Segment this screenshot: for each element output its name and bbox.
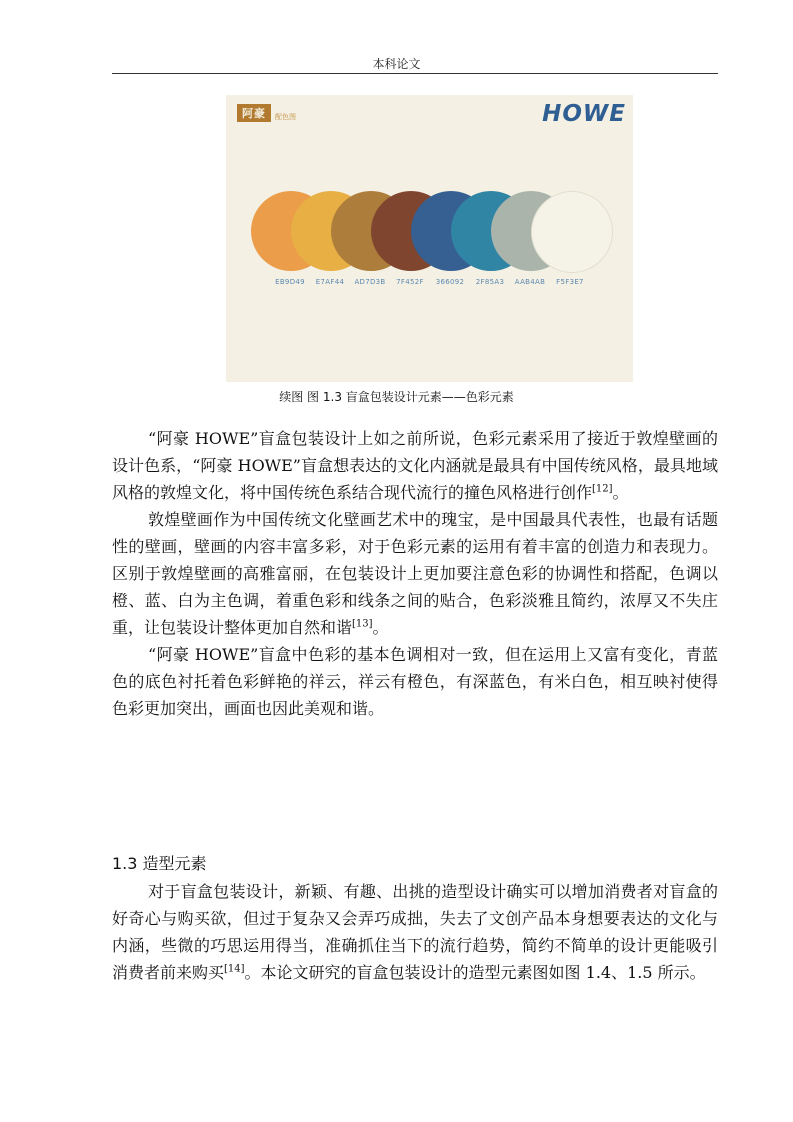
swatch-hex-label: AD7D3B [354,278,386,286]
section-heading: 1.3 造型元素 [112,854,207,873]
logo-subtitle: 配色图 [275,113,296,121]
paragraph-4: 对于盲盒包装设计，新颖、有趣、出挑的造型设计确实可以增加消费者对盲盒的好奇心与购买欲，但过于复杂又会弄巧成拙，失去了文创产品本身想要表达的文化与内涵，些微的巧思运用得当，准确抓住当下的流行趋势，简约不简单的设计更能吸引消费者前来购买[14]。本论文研究的盲盒包装设计的造型元素图如图 1.4、1.5 所示。 [112,882,718,982]
brand-wordmark: HOWE [542,101,626,127]
citation-ref: [14] [224,963,245,975]
swatch-hex-label: 2F85A3 [475,278,505,286]
swatch-hex-label: EB9D49 [275,278,305,286]
citation-ref: [13] [352,618,373,630]
paragraph-3: “阿豪 HOWE”盲盒中色彩的基本色调相对一致，但在运用上又富有变化，青蓝色的底色衬托着色彩鲜艳的祥云，祥云有橙色，有深蓝色，有米白色，相互映衬使得色彩更加突出，画面也因此美观和谐。 [112,645,718,718]
color-swatch [531,191,613,273]
swatch-hex-label: E7AF44 [315,278,345,286]
page-header-title: 本科论文 [372,57,421,71]
paragraph-1: “阿豪 HOWE”盲盒包装设计上如之前所说，色彩元素采用了接近于敦煌壁画的设计色系，“阿豪 HOWE”盲盒想表达的文化内涵就是最具有中国传统风格，最具地域风格的敦煌文化，将中国传统色系结合现代流行的撞色风格进行创作[12]。 [112,429,718,502]
logo-mark: 阿豪 [237,104,271,122]
section-body [112,878,718,986]
swatch-hex-label: 7F452F [396,278,424,286]
swatch-hex-label: F5F3E7 [556,278,584,286]
paragraph-2: 敦煌壁画作为中国传统文化壁画艺术中的瑰宝，是中国最具代表性，也最有话题性的壁画，壁画的内容丰富多彩，对于色彩元素的运用有着丰富的创造力和表现力。区别于敦煌壁画的高雅富丽，在包装设计上更加要注意色彩的协调性和搭配，色调以橙、蓝、白为主色调，着重色彩和线条之间的贴合，色彩淡雅且简约，浓厚又不失庄重，让包装设计整体更加自然和谐[13]。 [112,510,718,637]
color-palette-figure [226,95,633,382]
swatch-hex-label: AAB4AB [514,278,546,286]
citation-ref: [12] [592,483,613,495]
palette-swatches [226,95,633,382]
header-divider [112,73,718,74]
figure-caption: 续图 图 1.3 盲盒包装设计元素——色彩元素 [279,390,514,404]
swatch-hex-label: 366092 [435,278,465,286]
body-text [112,425,718,722]
